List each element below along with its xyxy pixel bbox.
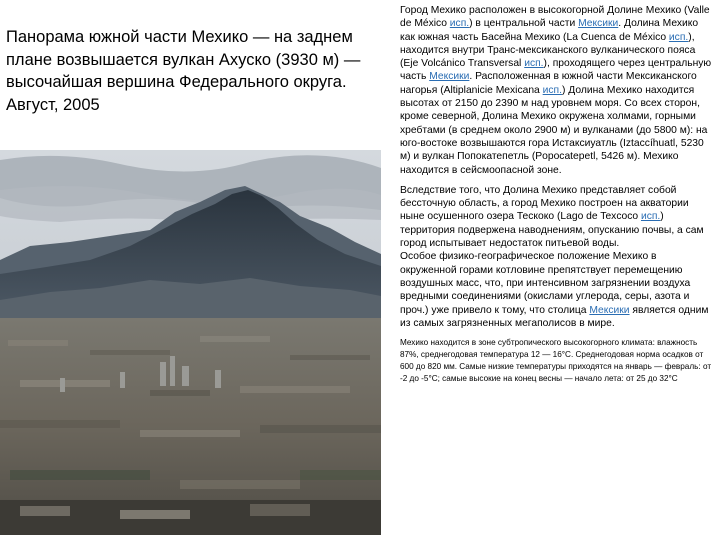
article-text (400, 4, 714, 384)
foreground-roofs (0, 500, 381, 535)
image-caption: Панорама южной части Мехико — на заднем плане возвышается вулкан Ахуско (3930 м) — высочайшая вершина Федерального округа. Август, 2005 (6, 28, 361, 114)
source-link[interactable]: исп. (668, 31, 689, 43)
source-link[interactable]: исп. (640, 211, 661, 223)
source-link[interactable]: исп. (449, 18, 470, 30)
mexico-link[interactable]: Мексики (578, 18, 619, 30)
mexico-link[interactable]: Мексики (429, 71, 470, 83)
mexico-city-panorama-photo (0, 150, 381, 535)
paragraph-climate: Мехико находится в зоне субтропического высокогорного климата: влажность 87%, среднегодовая температура 12 — 16°С. Среднегодовая норма осадков от 600 до 820 мм. Самые низкие температуры приходятся на январь — февраль: от -2 до -5°С; самые высокие на конец весны — начало лета: от 25 до 32°С (400, 338, 712, 383)
source-link[interactable]: исп. (542, 84, 562, 96)
paragraph-geography: Город Мехико расположен в высокогорной Долине Мехико (Valle de México исп.) в центральной части Мексики. Долина Мехико как южная часть Басейна Мехико (La Cuenca de México исп.), находится внутри Транс-мексиканского вулканического пояса (Eje Volcánico Transversal исп.), проходящего через центральную часть Мексики. Расположенная в южной части Мексиканского нагорья (Altiplanicie Mexicana исп.) Долина Мехико находится высотах от 2150 до 2390 м над уровнем моря. Со всех сторон, кроме северной, Долина Мехико окружена холмами, горными хребтами (в среднем около 2900 м) и вулканами (до 5800 м): на юго-востоке возвышаются гора Истаксиуатль (Iztaccíhuatl, 5230 м) и вулкан Попокатепетль (Popocatepetl, 5426 м). Мехико находится в сейсмоопасной зоне. (400, 5, 712, 176)
source-link[interactable]: исп. (524, 58, 544, 70)
mexico-link[interactable]: Мексики (589, 304, 630, 316)
paragraph-pollution: Особое физико-географическое положение Мехико в окруженной горами котловине препятствует перемещению воздушных масс, что, при интенсивном загрязнении воздуха вредными соединениями (окислами углерода, серы, азота и проч.) уже привело к тому, что столица Мексики является одним из самых загрязненных мегаполисов в мире. (400, 251, 709, 329)
paragraph-lake-texcoco: Вследствие того, что Долина Мехико представляет собой бессточную область, а город Мехико построен на акватории ныне осушенного озера Тескоко (Lago de Texcoco исп.) территория подвержена наводнениям, опусканию почвы, а сам город испытывает недостаток питьевой воды. (400, 184, 704, 250)
